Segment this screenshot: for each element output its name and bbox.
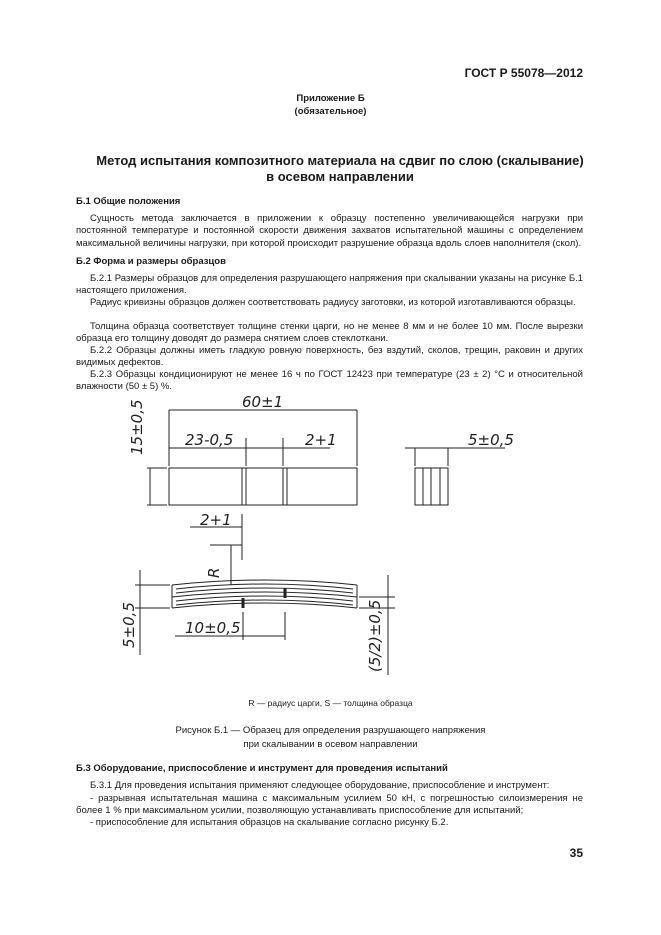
dim-gap-bottom-label: 2+1 [200,511,232,529]
section-b3-para-2: - разрывная испытательная машина с максимальным усилием 50 кН, с погрешностью силоизмерения не более 1 % при максимальном усилии, позволяющую устанавливать приспособление для испытаний; [76,793,583,817]
appendix-title: Приложение Б [296,93,365,104]
page-number: 35 [569,846,583,860]
section-b3-para-3: - приспособление для испытания образцов на скалывание согласно рисунку Б.2. [90,817,449,828]
section-b1-heading: Б.1 Общие положения [76,196,181,207]
section-b2-para-4: Б.2.2 Образцы должны иметь гладкую ровную поверхность, без вздутий, сколов, трещин, раковин и других видимых дефектов. [76,345,583,369]
appendix-status: (обязательное) [294,106,367,117]
section-b2-para-1: Б.2.1 Размеры образцов для определения разрушающего напряжения при скалывании указаны на рисунке Б.1 настоящего приложения. [76,273,583,297]
section-b2-para-2: Радиус кривизны образцов должен соответствовать радиусу заготовки, из которой изготавливаются образцы. [90,297,576,308]
specimen-top-view [169,468,357,505]
section-b3-para-1: Б.3.1 Для проведения испытания применяют следующее оборудование, приспособление и инструмент: [90,780,550,791]
figure-caption-2: при скалывании в осевом направлении [243,739,418,750]
dim-height-label: 15±0,5 [128,399,146,455]
section-b1-paragraph: Сущность метода заключается в приложении к образцу постепенно увеличивающейся нагрузки при постоянной температуре и постоянной скорости движения захватов испытательной машины с определением максимальной величины нагрузки, при которой происходит разрушение образца вдоль слоев наполнителя (скол). [76,213,583,249]
dim-gap-top-label: 2+1 [305,431,337,449]
standard-number: ГОСТ Р 55078—2012 [464,66,583,80]
dim-overall-label: 60±1 [242,393,284,411]
dim-thick-right-label: (5/2)±0,5 [366,599,384,672]
figure-legend: R — радиус царги, S — толщина образца [248,698,413,708]
section-b3-heading: Б.3 Оборудование, приспособление и инструмент для проведения испытаний [76,763,448,774]
section-b2-heading: Б.2 Форма и размеры образцов [76,256,226,267]
figure-caption-1: Рисунок Б.1 — Образец для определения разрушающего напряжения [175,725,486,736]
dim-radius-label: R [205,567,223,578]
title-line-1: Метод испытания композитного материала на сдвиг по слою (скалывание) [96,153,584,168]
dim-thick-left-label: 5±0,5 [120,602,138,648]
section-b2-para-5: Б.2.3 Образцы кондиционируют не менее 16 ч по ГОСТ 12423 при температуре (23 ± 2) °С и относительной влажности (50 ± 5) %. [76,369,583,393]
dim-left-label: 23-0,5 [185,431,234,449]
dim-width-label: 5±0,5 [468,431,514,449]
section-b2-para-3: Толщина образца соответствует толщине стенки царги, но не менее 8 мм и не более 10 мм. После вырезки образца его толщину доводят до размера снятием слоев стеклоткани. [76,321,583,345]
dim-center-label: 10±0,5 [185,619,241,637]
title-line-2: в осевом направлении [266,169,414,184]
